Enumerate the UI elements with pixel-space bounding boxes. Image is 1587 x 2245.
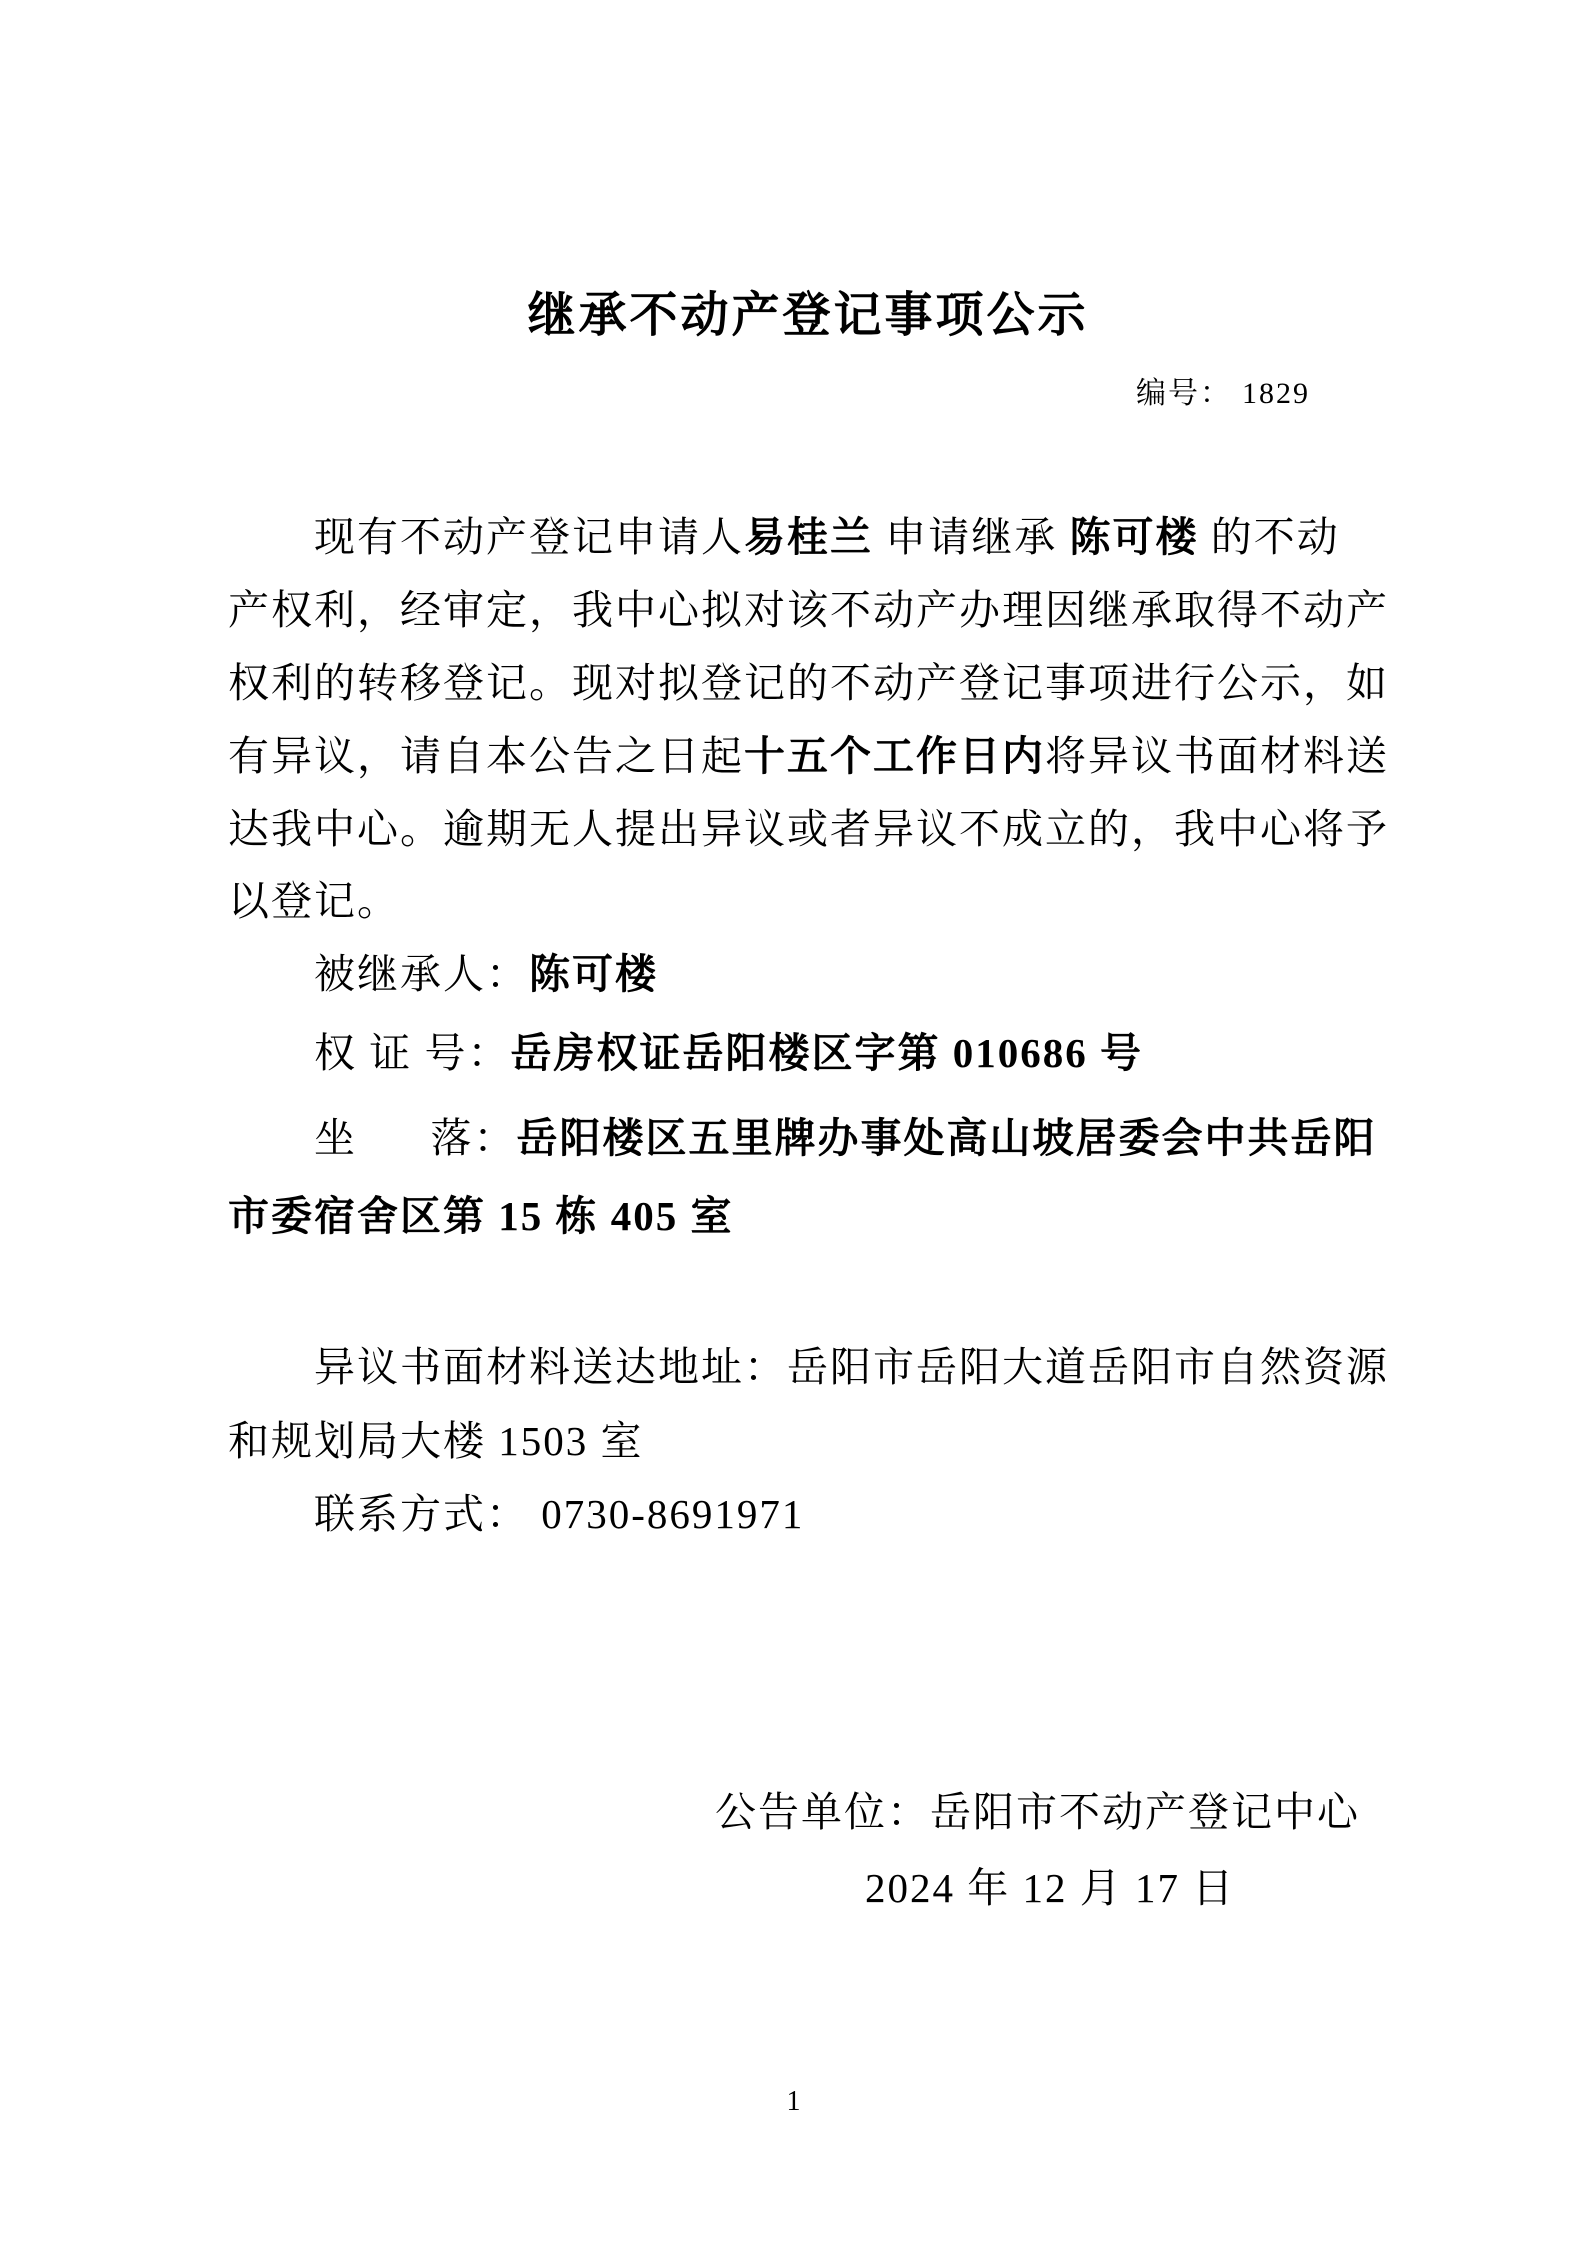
text-run: 产权利，经审定，我中心拟对该不动产办理因继承取得不动产 (228, 587, 1389, 633)
body-line-paragraph-4 (228, 734, 1389, 779)
objection-address-continued (228, 1419, 644, 1464)
text-run: 权 证 号： (314, 1030, 511, 1076)
objection-address (314, 1345, 1389, 1390)
text-run: 达我中心。逾期无人提出异议或者异议不成立的，我中心将予 (228, 806, 1389, 852)
field-certificate-number (314, 1031, 1143, 1076)
text-run: 被继承人： (314, 951, 529, 997)
emphasized-text: 岳房权证岳阳楼区字第 010686 号 (510, 1030, 1143, 1076)
page-number: 1 (786, 2086, 801, 2117)
text-run: 2024 年 12 月 17 日 (865, 1865, 1236, 1911)
text-run: 公告单位：岳阳市不动产登记中心 (715, 1789, 1360, 1835)
emphasized-text: 十五个工作日内 (744, 733, 1045, 779)
emphasized-text: 陈可楼 (1069, 514, 1199, 560)
field-location-continued (228, 1194, 734, 1239)
contact-info (314, 1492, 804, 1537)
emphasized-text: 市委宿舍区第 15 栋 405 室 (228, 1193, 734, 1239)
document-title: 继承不动产登记事项公示 (527, 289, 1089, 342)
doc-number-label: 编号： (1136, 377, 1232, 410)
emphasized-text: 岳阳楼区五里牌办事处高山坡居委会中共岳阳 (516, 1115, 1377, 1161)
doc-number-value: 1829 (1242, 377, 1310, 410)
text-run: 将异议书面材料送 (1045, 733, 1389, 779)
text-run: 联系方式： 0730-8691971 (314, 1491, 805, 1537)
body-line-paragraph-3 (228, 661, 1389, 706)
emphasized-text: 陈可楼 (529, 951, 658, 997)
doc-number (1136, 368, 1310, 412)
text-run: 有异议，请自本公告之日起 (228, 733, 744, 779)
body-line-paragraph-1 (314, 515, 1340, 560)
text-run: 异议书面材料送达地址：岳阳市岳阳大道岳阳市自然资源 (314, 1344, 1389, 1390)
text-run: 以登记。 (228, 878, 400, 924)
text-run: 申请继承 (873, 514, 1070, 560)
field-decedent (314, 952, 658, 997)
body-line-paragraph-6 (228, 879, 400, 924)
emphasized-text: 易桂兰 (744, 514, 873, 560)
issuing-unit (715, 1790, 1360, 1835)
text-run: 坐 落： (314, 1115, 517, 1161)
text-run: 的不动 (1198, 514, 1340, 560)
text-run: 现有不动产登记申请人 (314, 514, 744, 560)
field-location (314, 1116, 1377, 1161)
issue-date (865, 1866, 1235, 1911)
text-run: 和规划局大楼 1503 室 (228, 1418, 644, 1464)
body-line-paragraph-5 (228, 807, 1389, 852)
text-run: 权利的转移登记。现对拟登记的不动产登记事项进行公示，如 (228, 660, 1389, 706)
body-line-paragraph-2 (228, 588, 1389, 633)
